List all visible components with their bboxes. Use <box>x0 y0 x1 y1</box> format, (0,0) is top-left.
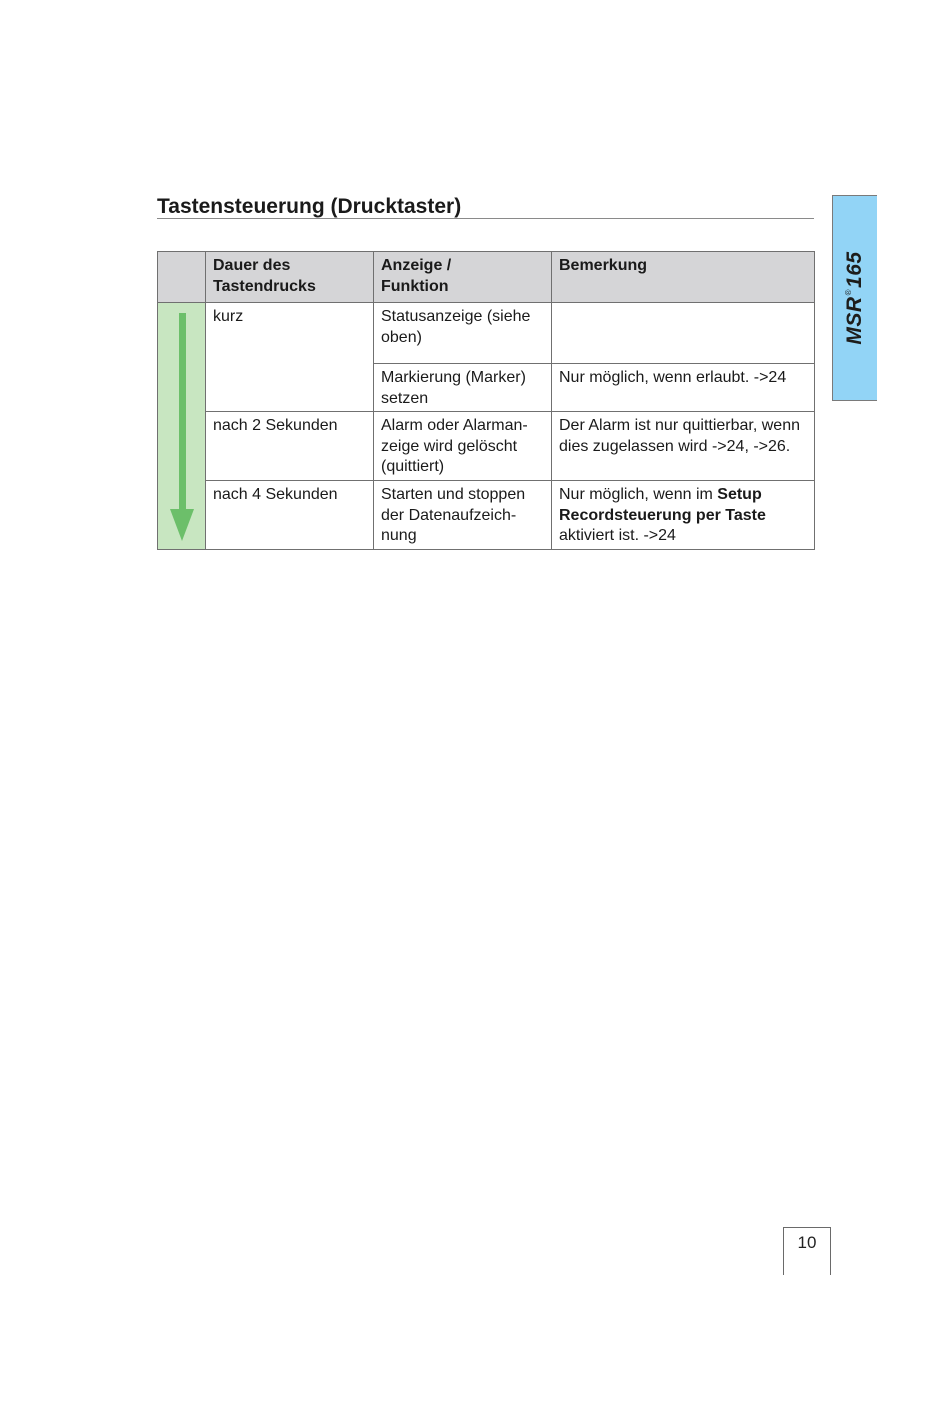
function-cell: Starten und stoppen der Datenaufzeich-nung <box>374 481 552 550</box>
header-duration: Dauer des Tastendrucks <box>206 252 374 303</box>
table-row <box>158 481 815 550</box>
duration-cell: kurz <box>206 303 374 412</box>
key-control-table <box>157 251 815 550</box>
product-side-tab <box>832 195 877 401</box>
remark-cell: Der Alarm ist nur quittierbar, wenn dies zugelassen wird ->24, ->26. <box>552 412 815 481</box>
function-cell: Alarm oder Alarman-zeige wird gelöscht (quittiert) <box>374 412 552 481</box>
table-header-row <box>158 252 815 303</box>
duration-arrow-cell <box>158 303 206 550</box>
remark-cell <box>552 303 815 364</box>
header-empty <box>158 252 206 303</box>
table-row <box>158 412 815 481</box>
down-arrow-icon <box>158 303 206 551</box>
header-function: Anzeige / Funktion <box>374 252 552 303</box>
duration-cell: nach 2 Sekunden <box>206 412 374 481</box>
duration-cell: nach 4 Sekunden <box>206 481 374 550</box>
function-cell: Statusanzeige (siehe oben) <box>374 303 552 364</box>
remark-cell: Nur möglich, wenn im Setup Recordsteuerung per Taste aktiviert ist. ->24 <box>552 481 815 550</box>
function-cell: Markierung (Marker) setzen <box>374 364 552 412</box>
page-number: 10 <box>783 1227 831 1275</box>
header-remark: Bemerkung <box>552 252 815 303</box>
table-row <box>158 303 815 364</box>
remark-cell: Nur möglich, wenn erlaubt. ->24 <box>552 364 815 412</box>
product-logo: MSR®165 <box>843 251 866 345</box>
page-title: Tastensteuerung (Drucktaster) <box>157 194 814 219</box>
